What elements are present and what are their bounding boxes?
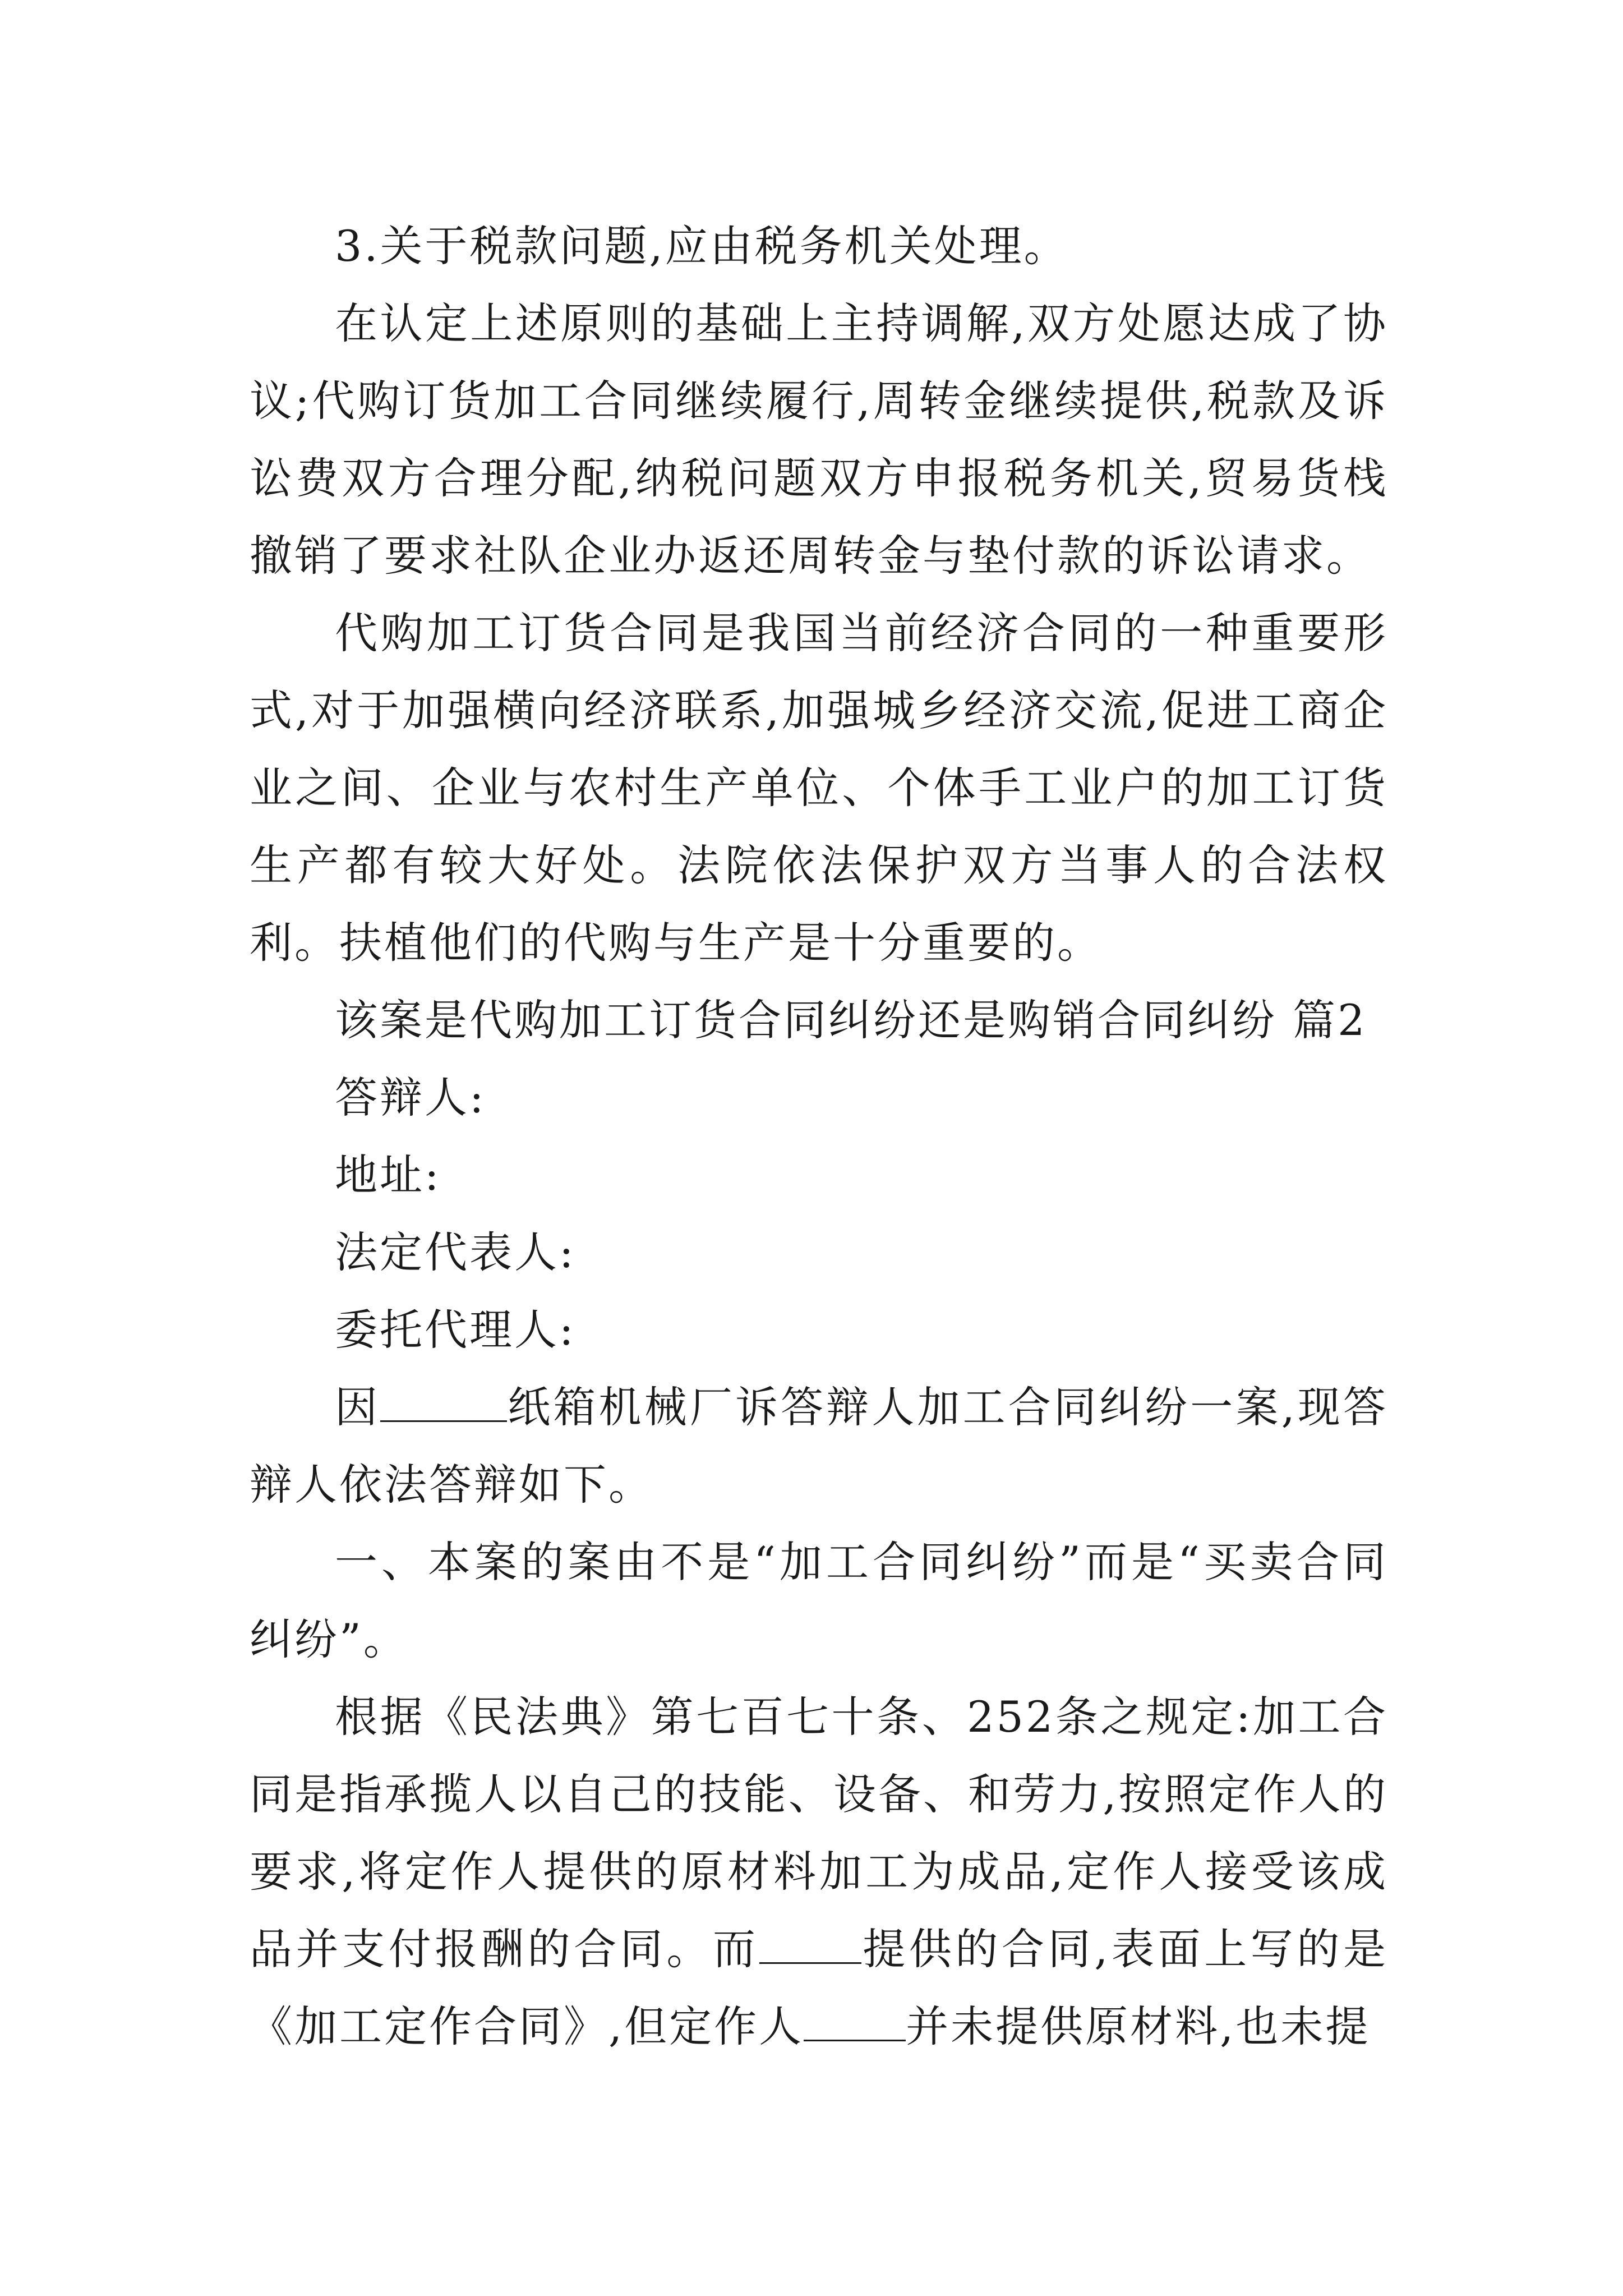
legal-basis-part1: 根据《民法典》第七百七十条、252条之规定:加工合同是指承揽人以自己的技能、设备、和劳力,按照定作人的要求,将定作人提供的原材料加工为成品,定作人接受该成品并支付报酬的合同。而 — [250, 1692, 1388, 1974]
blank-line — [759, 1929, 861, 1964]
field-address: 地址: — [335, 1150, 441, 1200]
legal-basis-part3: 并未提供原材料,也未提 — [906, 2001, 1371, 2051]
section-heading: 该案是代购加工订货合同纠纷还是购销合同纠纷 篇2 — [335, 995, 1367, 1045]
paragraph-legal-basis — [250, 1678, 1388, 2065]
blank-line — [804, 2006, 906, 2041]
paragraph-contract-significance: 代购加工订货合同是我国当前经济合同的一种重要形式,对于加强横向经济联系,加强城乡经济交流,促进工商企业之间、企业与农村生产单位、个体手工业户的加工订货生产都有较大好处。法院依法保护双方当事人的合法权利。扶植他们的代购与生产是十分重要的。 — [250, 608, 1388, 968]
case-intro-before: 因 — [335, 1382, 381, 1432]
field-legal-representative: 法定代表人: — [335, 1227, 576, 1277]
legal-basis-part2: 提供的合同,表面上写的是《加工定作合同》,但定作人 — [250, 1924, 1388, 2051]
paragraph-point-one: 一、本案的案由不是“加工合同纠纷”而是“买卖合同纠纷”。 — [250, 1537, 1388, 1664]
paragraph-tax-issue: 3.关于税款问题,应由税务机关处理。 — [335, 221, 1069, 271]
paragraph-mediation: 在认定上述原则的基础上主持调解,双方处愿达成了协议;代购订货加工合同继续履行,周转金继续提供,税款及诉讼费双方合理分配,纳税问题双方申报税务机关,贸易货栈撤销了要求社队企业办返还周转金与垫付款的诉讼请求。 — [250, 298, 1388, 581]
document-body — [250, 208, 1388, 2065]
field-authorized-agent: 委托代理人: — [335, 1305, 576, 1355]
blank-line — [380, 1387, 507, 1422]
paragraph-case-intro — [250, 1369, 1388, 1524]
field-respondent: 答辩人: — [335, 1073, 486, 1122]
case-intro-after: 纸箱机械厂诉答辩人加工合同纠纷一案,现答辩人依法答辩如下。 — [250, 1382, 1388, 1510]
